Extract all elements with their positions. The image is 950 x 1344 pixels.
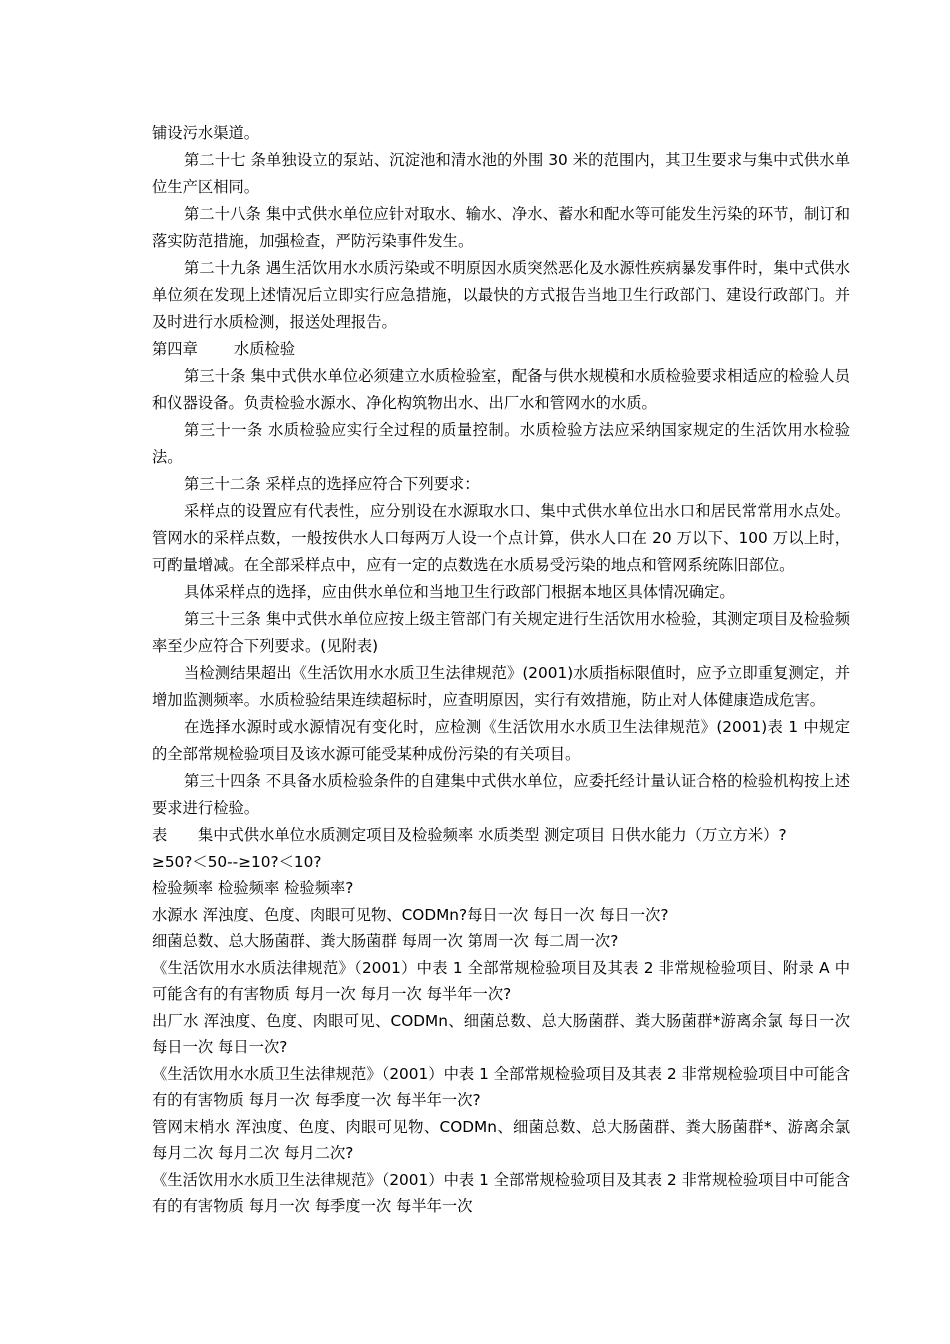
article-31: 第三十一条 水质检验应实行全过程的质量控制。水质检验方法应采纳国家规定的生活饮用水检验法。 — [152, 421, 850, 466]
document-page — [152, 120, 850, 1220]
article-33: 第三十三条 集中式供水单位应按上级主管部门有关规定进行生活饮用水检验，其测定项目及检验频率至少应符合下列要求。(见附表) — [152, 610, 850, 655]
table-row: 《生活饮用水水质卫生法律规范》（2001）中表 1 全部常规检验项目及其表 2 非常规检验项目中可能含有的有害物质 每月一次 每季度一次 每半年一次 — [152, 1170, 850, 1215]
exceedance-paragraph: 当检测结果超出《生活饮用水水质卫生法律规范》(2001)水质指标限值时，应予立即重复测定，并增加监测频率。水质检验结果连续超标时，应查明原因，实行有效措施，防止对人体健康造成危害。 — [152, 664, 850, 709]
article-32: 第三十二条 采样点的选择应符合下列要求： — [184, 475, 480, 493]
chapter-title: 水质检验 — [233, 340, 296, 358]
table-row: 《生活饮用水水质卫生法律规范》（2001）中表 1 全部常规检验项目及其表 2 非常规检验项目中可能含有的有害物质 每月一次 每季度一次 每半年一次? — [152, 1064, 850, 1109]
table-row: 管网末梢水 浑浊度、色度、肉眼可见物、CODMn、细菌总数、总大肠菌群、粪大肠菌群*、游离余氯 每月二次 每月二次 每月二次? — [152, 1117, 850, 1162]
table-frequency-header-line: 检验频率 检验频率 检验频率? — [152, 879, 354, 897]
paragraph: 铺设污水渠道。 — [152, 124, 260, 142]
water-source-change-paragraph: 在选择水源时或水源情况有变化时，应检测《生活饮用水水质卫生法律规范》(2001)表 1 中规定的全部常规检验项目及该水源可能受某种成份污染的有关项目。 — [152, 718, 850, 763]
table-row: 出厂水 浑浊度、色度、肉眼可见、CODMn、细菌总数、总大肠菌群、粪大肠菌群*游离余氯 每日一次 每日一次 每日一次? — [152, 1011, 850, 1056]
article-29: 第二十九条 遇生活饮用水水质污染或不明原因水质突然恶化及水源性疾病暴发事件时，集中式供水单位须在发现上述情况后立即实行应急措施，以最快的方式报告当地卫生行政部门、建设行政部门。并及时进行水质检测，报送处理报告。 — [152, 259, 850, 331]
chapter-number: 第四章 — [152, 340, 198, 358]
sampling-selection-paragraph: 具体采样点的选择，应由供水单位和当地卫生行政部门根据本地区具体情况确定。 — [184, 583, 735, 601]
article-27: 第二十七 条单独设立的泵站、沉淀池和清水池的外围 30 米的范围内，其卫生要求与集中式供水单位生产区相同。 — [152, 151, 850, 196]
sampling-points-paragraph: 采样点的设置应有代表性，应分别设在水源取水口、集中式供水单位出水口和居民常常用水点处。管网水的采样点数，一般按供水人口每两万人设一个点计算，供水人口在 20 万以下、100 万以上时，可酌量增减。在全部采样点中，应有一定的点数选在水质易受污染的地点和管网系统陈旧部位。 — [152, 502, 850, 574]
article-34: 第三十四条 不具备水质检验条件的自建集中式供水单位，应委托经计量认证合格的检验机构按上述要求进行检验。 — [152, 772, 850, 817]
table-title-line: 表 集中式供水单位水质测定项目及检验频率 水质类型 测定项目 日供水能力（万立方米）? — [152, 826, 787, 844]
table-row: 水源水 浑浊度、色度、肉眼可见物、CODMn?每日一次 每日一次 每日一次? — [152, 905, 669, 924]
article-30: 第三十条 集中式供水单位必须建立水质检验室，配备与供水规模和水质检验要求相适应的检验人员和仪器设备。负责检验水源水、净化构筑物出水、出厂水和管网水的水质。 — [152, 367, 850, 412]
chapter-heading — [152, 336, 850, 363]
table-capacity-line: ≥50?＜50--≥10?＜10? — [152, 852, 322, 871]
table-row: 《生活饮用水水质法律规范》（2001）中表 1 全部常规检验项目及其表 2 非常规检验项目、附录 A 中可能含有的有害物质 每月一次 每月一次 每半年一次? — [152, 958, 850, 1003]
table-row: 细菌总数、总大肠菌群、粪大肠菌群 每周一次 第周一次 每二周一次? — [152, 932, 619, 950]
article-28: 第二十八条 集中式供水单位应针对取水、输水、净水、蓄水和配水等可能发生污染的环节，制订和落实防范措施，加强检查，严防污染事件发生。 — [152, 205, 850, 250]
